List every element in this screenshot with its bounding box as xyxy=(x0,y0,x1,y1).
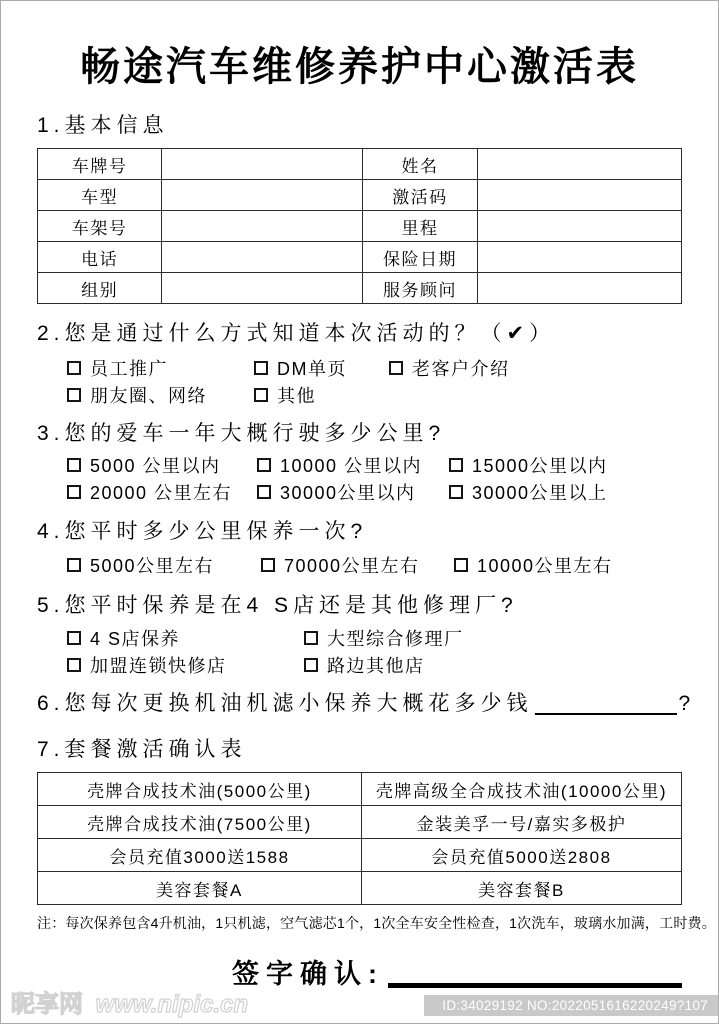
field-label-phone: 电话 xyxy=(38,242,162,273)
package-beauty-a: 美容套餐A xyxy=(38,872,362,905)
option-label: 路边其他店 xyxy=(327,656,425,676)
checkbox-moments-internet[interactable] xyxy=(67,388,81,402)
fill-in-cell-insurance-date[interactable] xyxy=(477,242,681,273)
option-label: 10000 公里以内 xyxy=(280,456,423,476)
checkbox-other[interactable] xyxy=(254,388,268,402)
option-label: 员工推广 xyxy=(90,359,168,379)
field-label-plate-no: 车牌号 xyxy=(38,149,162,180)
table-row xyxy=(38,273,682,304)
option-label: 5000 公里以内 xyxy=(90,456,221,476)
option-old-customer-referral xyxy=(389,355,510,381)
service-cost-question-text: 6.您每次更换机油机滤小保养大概花多少钱 xyxy=(37,692,533,715)
checkbox-under-15000km[interactable] xyxy=(449,458,463,472)
option-under-30000km xyxy=(257,479,449,505)
option-label: 70000公里左右 xyxy=(284,556,420,576)
option-interval-5000km xyxy=(67,552,261,578)
section-heading-service-cost xyxy=(37,691,691,717)
checkbox-interval-5000km[interactable] xyxy=(67,558,81,572)
option-label: DM单页 xyxy=(277,359,347,379)
option-under-10000km xyxy=(257,452,449,478)
field-label-insurance-date: 保险日期 xyxy=(363,242,478,273)
option-label: 4 S店保养 xyxy=(90,629,181,649)
fill-in-cell-activation-code[interactable] xyxy=(477,180,681,211)
options-row xyxy=(67,357,682,379)
table-row xyxy=(38,872,682,905)
option-interval-10000km xyxy=(454,552,613,578)
table-row xyxy=(38,773,682,806)
checkbox-roadside-shop[interactable] xyxy=(304,658,318,672)
table-row xyxy=(38,839,682,872)
options-row xyxy=(67,654,682,676)
table-row xyxy=(38,806,682,839)
checkbox-dm-flyer[interactable] xyxy=(254,361,268,375)
option-staff-promotion xyxy=(67,355,254,381)
section-heading-service-location: 5.您平时保养是在4 S店还是其他修理厂? xyxy=(37,594,518,617)
table-row xyxy=(38,242,682,273)
checkbox-around-20000km[interactable] xyxy=(67,485,81,499)
signature-label: 签字确认: xyxy=(232,959,384,989)
option-label: 加盟连锁快修店 xyxy=(90,656,227,676)
field-label-mileage: 里程 xyxy=(363,211,478,242)
page-title: 畅途汽车维修养护中心激活表 xyxy=(80,45,639,89)
options-row xyxy=(67,481,682,503)
question-mark: ? xyxy=(678,692,691,715)
fill-in-cell-service-advisor[interactable] xyxy=(477,273,681,304)
option-4s-store xyxy=(67,625,304,651)
field-label-activation-code: 激活码 xyxy=(363,180,478,211)
option-around-20000km xyxy=(67,479,257,505)
section-heading-package-confirmation: 7.套餐激活确认表 xyxy=(37,738,247,761)
package-member-3000-1588: 会员充值3000送1588 xyxy=(38,839,362,872)
option-large-repair-shop xyxy=(304,625,464,651)
option-over-30000km xyxy=(449,479,608,505)
basic-info-table xyxy=(37,148,682,304)
package-mobil1-castrol: 金装美孚一号/嘉实多极护 xyxy=(361,806,681,839)
option-other xyxy=(254,382,316,408)
option-label: 老客户介绍 xyxy=(412,359,510,379)
checkbox-staff-promotion[interactable] xyxy=(67,361,81,375)
section-heading-service-interval: 4.您平时多少公里保养一次? xyxy=(37,520,368,543)
option-label: 5000公里左右 xyxy=(90,556,215,576)
checkbox-under-5000km[interactable] xyxy=(67,458,81,472)
option-label: 30000公里以上 xyxy=(472,483,608,503)
table-row xyxy=(38,180,682,211)
options-row xyxy=(67,384,682,406)
package-beauty-b: 美容套餐B xyxy=(361,872,681,905)
field-label-name: 姓名 xyxy=(363,149,478,180)
package-shell-synthetic-7500: 壳牌合成技术油(7500公里) xyxy=(38,806,362,839)
fill-in-cell-phone[interactable] xyxy=(162,242,363,273)
field-label-group: 组别 xyxy=(38,273,162,304)
checkbox-old-customer-referral[interactable] xyxy=(389,361,403,375)
checkbox-under-30000km[interactable] xyxy=(257,485,271,499)
cost-fill-in-blank[interactable] xyxy=(535,695,677,715)
option-label: 大型综合修理厂 xyxy=(327,629,464,649)
option-label: 朋友圈、网络 xyxy=(90,386,207,406)
option-interval-70000km xyxy=(261,552,454,578)
fill-in-cell-group[interactable] xyxy=(162,273,363,304)
options-row xyxy=(67,454,682,476)
checkbox-interval-70000km[interactable] xyxy=(261,558,275,572)
checkbox-large-repair-shop[interactable] xyxy=(304,631,318,645)
nipic-watermark xyxy=(11,984,248,1019)
field-label-service-advisor: 服务顾问 xyxy=(363,273,478,304)
option-under-5000km xyxy=(67,452,257,478)
package-confirmation-table xyxy=(37,772,682,905)
fill-in-cell-mileage[interactable] xyxy=(477,211,681,242)
section-heading-how-did-you-hear: 2.您是通过什么方式知道本次活动的？（✔） xyxy=(37,322,556,345)
table-row xyxy=(38,149,682,180)
option-roadside-shop xyxy=(304,652,425,678)
section-heading-annual-mileage: 3.您的爱车一年大概行驶多少公里? xyxy=(37,422,446,445)
table-row xyxy=(38,211,682,242)
option-under-15000km xyxy=(449,452,608,478)
footnote: 注：每次保养包含4升机油，1只机滤，空气滤芯1个，1次全车安全性检查，1次洗车，玻璃水加满，工时费。 xyxy=(37,915,716,931)
fill-in-cell-name[interactable] xyxy=(477,149,681,180)
signature-section xyxy=(232,957,682,991)
watermark-site-name: 昵享网 xyxy=(11,991,83,1018)
option-label: 10000公里左右 xyxy=(477,556,613,576)
checkbox-chain-quick-repair[interactable] xyxy=(67,658,81,672)
package-shell-full-synthetic-10000: 壳牌高级全合成技术油(10000公里) xyxy=(361,773,681,806)
option-label: 20000 公里左右 xyxy=(90,483,233,503)
field-label-car-model: 车型 xyxy=(38,180,162,211)
fill-in-cell-plate-no[interactable] xyxy=(162,149,363,180)
option-moments-internet xyxy=(67,382,254,408)
options-row xyxy=(67,554,682,576)
package-shell-synthetic-5000: 壳牌合成技术油(5000公里) xyxy=(38,773,362,806)
option-chain-quick-repair xyxy=(67,652,304,678)
checkbox-interval-10000km[interactable] xyxy=(454,558,468,572)
fill-in-cell-vin[interactable] xyxy=(162,211,363,242)
watermark-site-url: www.nipic.cn xyxy=(95,991,249,1018)
package-member-5000-2808: 会员充值5000送2808 xyxy=(361,839,681,872)
option-label: 其他 xyxy=(277,386,316,406)
stock-id-badge: ID:34029192 NO:2022051616220249?107 xyxy=(424,995,718,1016)
checkbox-under-10000km[interactable] xyxy=(257,458,271,472)
option-label: 30000公里以内 xyxy=(280,483,416,503)
checkbox-4s-store[interactable] xyxy=(67,631,81,645)
checkbox-over-30000km[interactable] xyxy=(449,485,463,499)
field-label-vin: 车架号 xyxy=(38,211,162,242)
fill-in-cell-car-model[interactable] xyxy=(162,180,363,211)
option-dm-flyer xyxy=(254,355,389,381)
section-heading-basic-info: 1.基本信息 xyxy=(37,114,169,137)
option-label: 15000公里以内 xyxy=(472,456,608,476)
signature-line[interactable] xyxy=(388,983,682,988)
options-row xyxy=(67,627,682,649)
